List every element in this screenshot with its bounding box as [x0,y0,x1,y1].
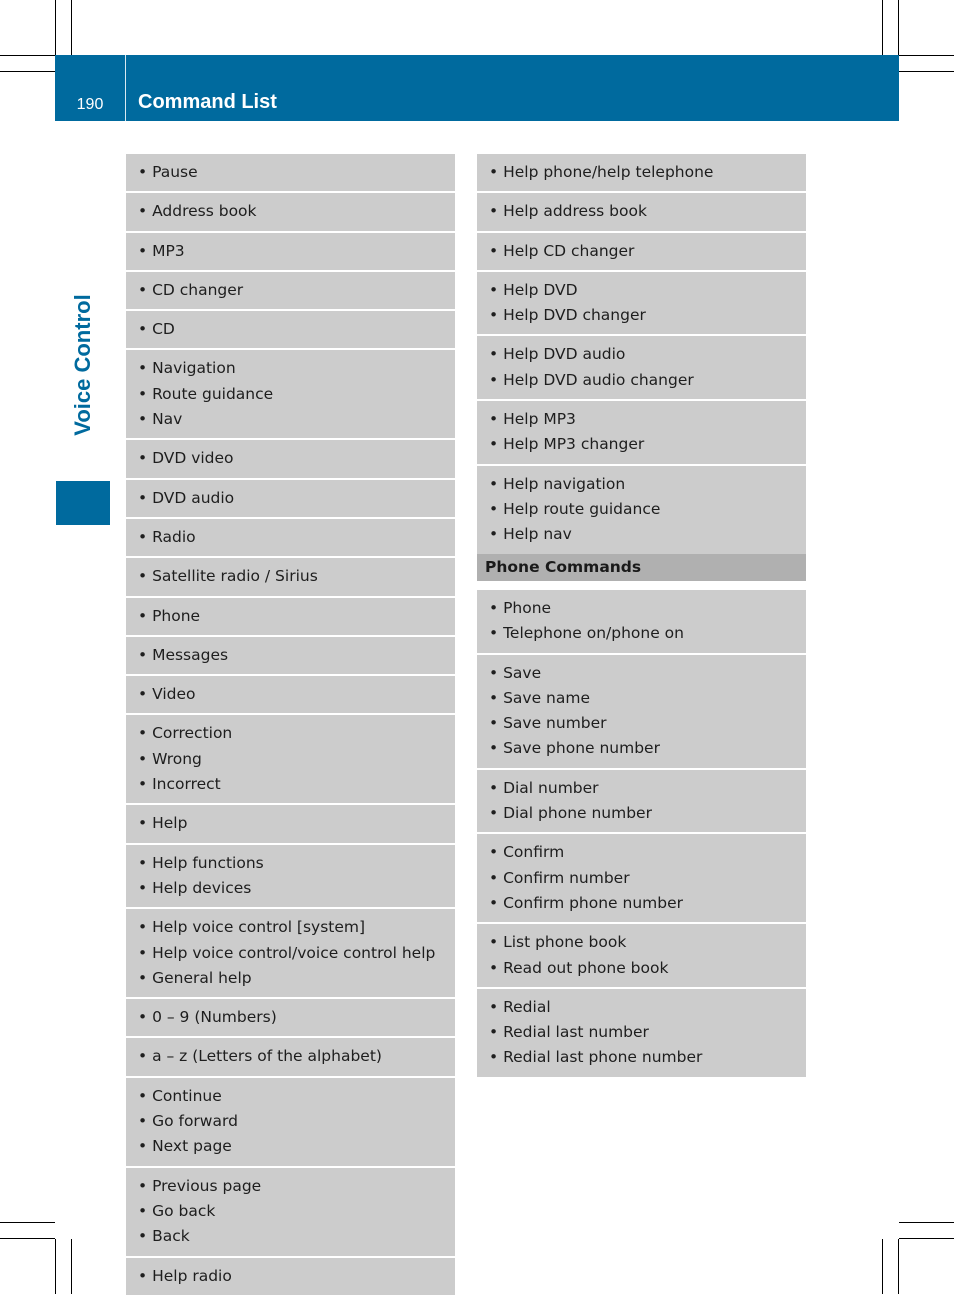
crop-mark [55,0,56,55]
command-group [477,655,806,770]
command-item: • Address book [138,202,257,221]
command-group [126,805,455,844]
command-group [126,233,455,272]
left-command-column [126,154,455,1297]
crop-mark [71,1239,72,1294]
command-group [477,401,806,466]
command-item: • Telephone on/phone on [489,624,684,643]
command-group [126,1078,455,1168]
chapter-label-text: Voice Control [70,294,95,436]
command-group [126,272,455,311]
command-group [126,350,455,440]
command-item: • Help DVD [489,280,578,299]
command-group [126,715,455,805]
crop-mark [899,1238,954,1239]
command-item: • Go back [138,1201,216,1220]
crop-mark [882,0,883,55]
command-item: • Help MP3 [489,410,576,429]
command-item: • Help devices [138,878,252,897]
crop-mark [55,1239,56,1294]
command-item: • Help address book [489,202,647,221]
command-item: • Messages [138,645,229,664]
command-item: • Dial number [489,778,599,797]
command-item: • Previous page [138,1176,262,1195]
command-item: • Next page [138,1137,232,1156]
command-item: • Route guidance [138,384,274,403]
command-item: • Confirm phone number [489,893,684,912]
command-item: • CD [138,320,175,339]
command-item: • Help radio [138,1266,232,1285]
command-item: • Navigation [138,359,236,378]
command-item: • Confirm [489,843,565,862]
command-item: • Video [138,685,196,704]
command-group [126,193,455,232]
command-item: • CD changer [138,280,244,299]
crop-mark [898,0,899,55]
command-item: • Go forward [138,1112,238,1131]
command-group [126,440,455,479]
crop-mark [882,1239,883,1294]
crop-mark [71,0,72,55]
command-item: • Confirm number [489,868,630,887]
command-item: • Help voice control/voice control help [138,943,436,962]
command-item: • Save phone number [489,739,660,758]
crop-mark [899,71,954,72]
command-item: • Save number [489,714,607,733]
crop-mark [899,55,954,56]
command-group [126,480,455,519]
command-item: • Help MP3 changer [489,435,645,454]
command-item: • Redial last number [489,1023,649,1042]
command-item: • Help [138,814,188,833]
section-heading: Phone Commands [477,554,806,581]
command-item: • List phone book [489,933,627,952]
crop-mark [899,1222,954,1223]
command-group [477,193,806,232]
command-item: • Dial phone number [489,804,652,823]
command-item: • Continue [138,1086,222,1105]
command-group [477,336,806,401]
command-item: • Help functions [138,853,264,872]
command-group [126,999,455,1038]
command-group [477,989,806,1079]
command-item: • Read out phone book [489,958,669,977]
command-item: • Help route guidance [489,499,661,518]
command-item: • Back [138,1227,190,1246]
command-item: • Correction [138,724,233,743]
command-group [477,154,806,193]
command-item: • a – z (Letters of the alphabet) [138,1047,382,1066]
command-item: • DVD audio [138,488,235,507]
command-item: • Pause [138,163,198,181]
chapter-tab [56,481,110,525]
command-group [126,558,455,597]
command-item: • Help DVD audio changer [489,370,694,389]
command-group [126,1038,455,1077]
command-group [126,519,455,558]
command-group [126,311,455,350]
command-group [126,637,455,676]
page-number: 190 [76,96,104,113]
crop-mark [0,1222,55,1223]
command-item: • Incorrect [138,775,221,794]
command-item: • Help DVD audio [489,345,626,364]
command-group [477,834,806,924]
command-group [477,466,806,556]
command-item: • Redial [489,997,551,1016]
command-item: • Help CD changer [489,241,635,260]
page-header [55,55,899,121]
command-item: • Save name [489,688,590,707]
page-title: Command List [138,91,277,113]
command-group [126,154,455,193]
command-item: • MP3 [138,241,185,260]
crop-mark [0,71,55,72]
command-item: • Save [489,663,542,682]
command-item: • DVD video [138,449,234,468]
command-group [477,924,806,989]
command-group [477,590,806,655]
crop-mark [0,1238,55,1239]
command-group [126,845,455,910]
command-item: • Help nav [489,525,572,544]
crop-mark [0,55,55,56]
command-item: • Phone [138,606,201,625]
command-item: • Wrong [138,749,202,768]
command-item: • Radio [138,527,196,546]
phone-command-column [477,590,806,1079]
command-group [126,1168,455,1258]
command-item: • Help voice control [system] [138,918,366,937]
command-group [477,272,806,337]
command-item: • General help [138,968,252,987]
command-item: • 0 – 9 (Numbers) [138,1008,277,1027]
command-group [477,233,806,272]
command-item: • Phone [489,599,552,617]
command-item: • Help DVD changer [489,306,646,325]
command-group [126,676,455,715]
command-group [126,598,455,637]
command-group [126,909,455,999]
right-command-column [477,154,806,556]
command-item: • Nav [138,410,183,429]
command-item: • Redial last phone number [489,1048,703,1067]
command-item: • Help phone/help telephone [489,163,714,181]
chapter-label [56,250,110,480]
header-divider [125,55,126,121]
crop-mark [898,1239,899,1294]
command-group [126,1258,455,1297]
command-item: • Help navigation [489,474,626,493]
command-item: • Satellite radio / Sirius [138,567,318,586]
command-group [477,770,806,835]
